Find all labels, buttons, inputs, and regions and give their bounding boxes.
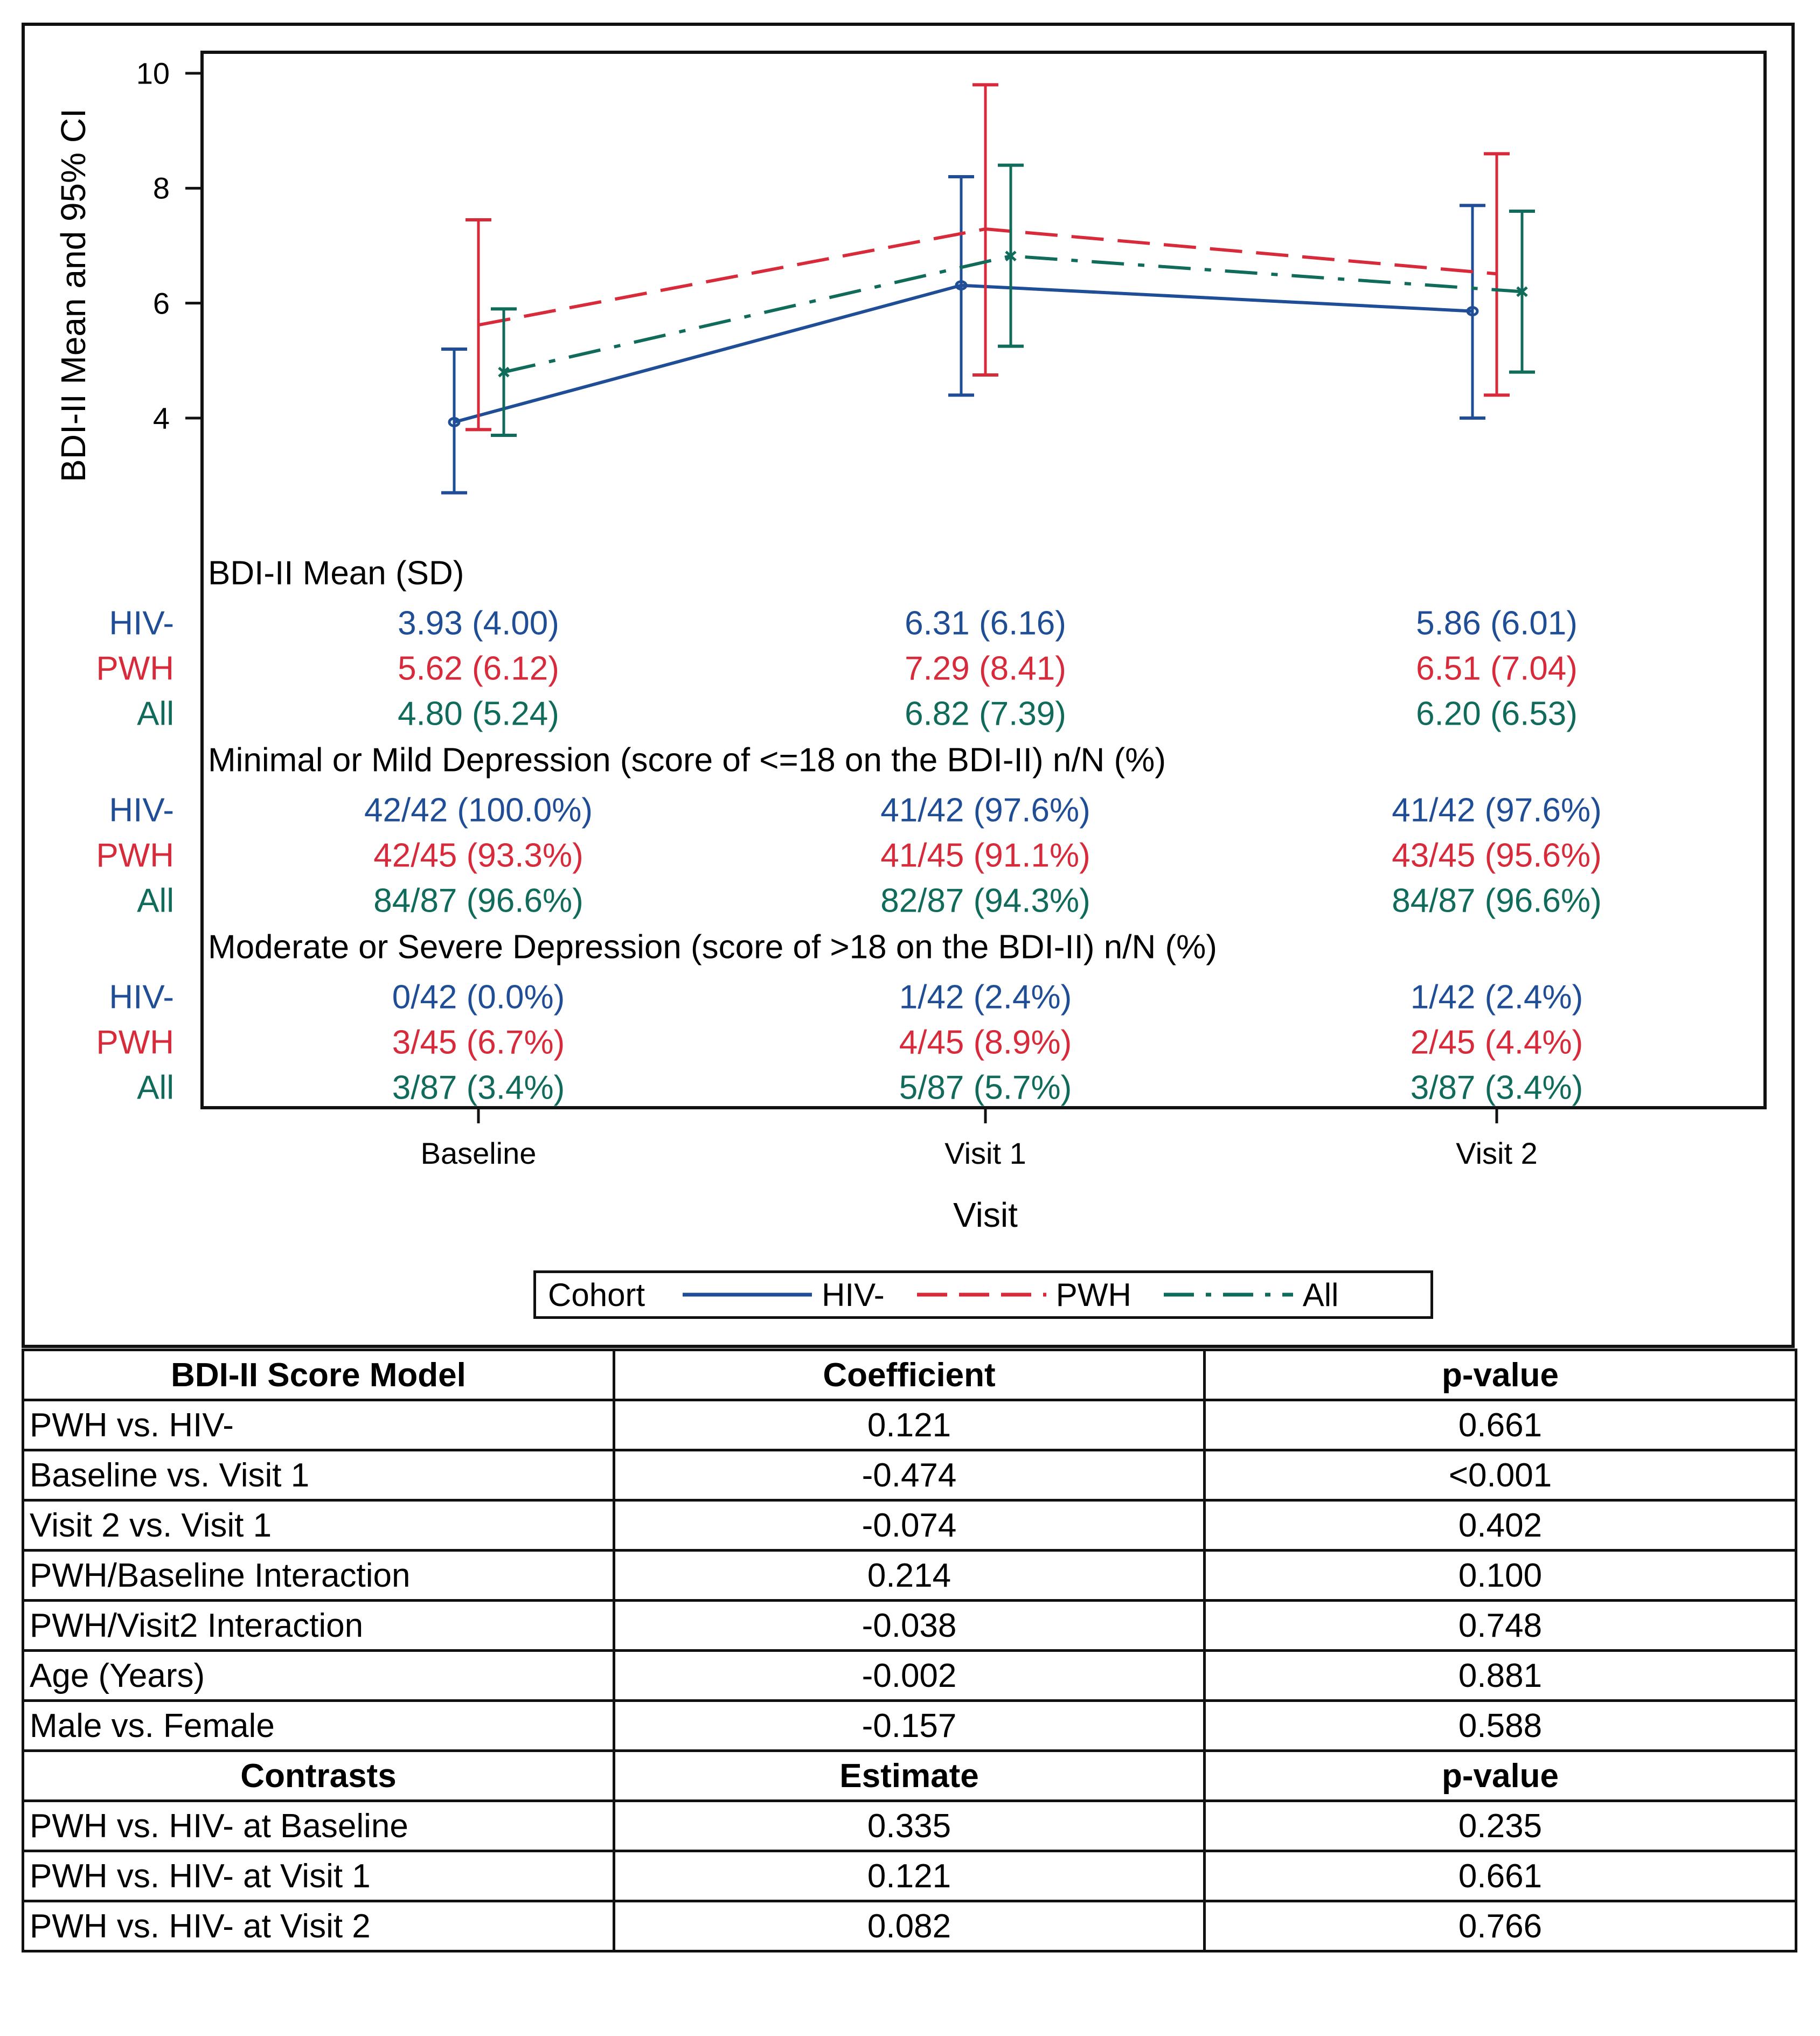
series-line-HIV- <box>454 286 1472 422</box>
inset-cell: 84/87 (96.6%) <box>1392 882 1602 920</box>
table-header-cell: p-value <box>1205 1751 1796 1801</box>
inset-row-label: All <box>137 1069 174 1107</box>
table-cell: Male vs. Female <box>23 1701 614 1751</box>
table-cell: 0.235 <box>1205 1801 1796 1851</box>
inset-section-title: BDI-II Mean (SD) <box>208 554 464 592</box>
x-tick-visit-1: Visit 1 <box>944 1136 1026 1170</box>
inset-cell: 6.20 (6.53) <box>1416 695 1578 733</box>
series-lines <box>441 85 1535 492</box>
y-axis-label: BDI-II Mean and 95% CI <box>54 108 93 482</box>
inset-cell: 41/42 (97.6%) <box>880 791 1090 829</box>
inset-section-title: Minimal or Mild Depression (score of <=18 on the BDI-II) n/N (%) <box>208 741 1166 779</box>
inset-cell: 6.31 (6.16) <box>905 604 1066 642</box>
inset-cell: 3/45 (6.7%) <box>392 1024 565 1061</box>
table-row <box>23 1500 1796 1551</box>
table-cell: 0.661 <box>1205 1851 1796 1901</box>
table-cell: <0.001 <box>1205 1450 1796 1500</box>
inset-row-label: HIV- <box>109 791 174 829</box>
inset-cell: 4.80 (5.24) <box>398 695 559 733</box>
table-cell: 0.766 <box>1205 1901 1796 1951</box>
legend-label: PWH <box>1055 1276 1131 1313</box>
table-cell: PWH/Baseline Interaction <box>23 1551 614 1601</box>
inset-cell: 84/87 (96.6%) <box>373 882 583 920</box>
table-cell: -0.474 <box>614 1450 1205 1500</box>
table-row <box>23 1450 1796 1500</box>
table-cell: PWH/Visit2 Interaction <box>23 1601 614 1651</box>
series-line-PWH <box>478 229 1497 325</box>
inset-cell: 5/87 (5.7%) <box>899 1069 1072 1107</box>
inset-cell: 0/42 (0.0%) <box>392 978 565 1016</box>
table-cell: 0.402 <box>1205 1500 1796 1551</box>
table-cell: PWH vs. HIV- <box>23 1400 614 1450</box>
table-header-cell: Coefficient <box>614 1350 1205 1400</box>
inset-cell: 42/45 (93.3%) <box>373 837 583 874</box>
inset-cell: 42/42 (100.0%) <box>364 791 593 829</box>
table-cell: 0.881 <box>1205 1651 1796 1701</box>
x-axis-ticks <box>478 1108 1497 1123</box>
table-cell: PWH vs. HIV- at Visit 1 <box>23 1851 614 1901</box>
contrast-row <box>23 1801 1796 1851</box>
inset-cell: 2/45 (4.4%) <box>1410 1024 1583 1061</box>
table-cell: 0.100 <box>1205 1551 1796 1601</box>
legend-title: Cohort <box>548 1276 645 1313</box>
table-row <box>23 1551 1796 1601</box>
legend <box>533 1270 1433 1319</box>
table-header-cell: p-value <box>1205 1350 1796 1400</box>
y-tick-label: 6 <box>152 286 170 321</box>
inset-cell: 41/45 (91.1%) <box>880 837 1090 874</box>
x-tick-visit-2: Visit 2 <box>1456 1136 1538 1170</box>
series-line-All <box>504 256 1522 372</box>
table-cell: -0.074 <box>614 1500 1205 1551</box>
legend-label: HIV- <box>822 1276 885 1313</box>
table-header-cell: Estimate <box>614 1751 1205 1801</box>
table-cell: 0.748 <box>1205 1601 1796 1651</box>
y-tick-label: 10 <box>136 56 170 91</box>
x-axis-label: Visit <box>953 1196 1018 1234</box>
inset-row-label: PWH <box>96 837 174 874</box>
inset-cell: 82/87 (94.3%) <box>880 882 1090 920</box>
model-results-table <box>22 1349 1797 1952</box>
inset-row-label: HIV- <box>109 604 174 642</box>
inset-cell: 5.86 (6.01) <box>1416 604 1578 642</box>
table-cell: PWH vs. HIV- at Baseline <box>23 1801 614 1851</box>
inset-row-label: All <box>137 695 174 733</box>
inset-cell: 5.62 (6.12) <box>398 650 559 687</box>
inset-cell: 43/45 (95.6%) <box>1392 837 1602 874</box>
y-axis-ticks <box>185 73 202 418</box>
inset-row-label: All <box>137 882 174 920</box>
table-cell: -0.157 <box>614 1701 1205 1751</box>
inset-cell: 3/87 (3.4%) <box>392 1069 565 1107</box>
inset-row-label: HIV- <box>109 978 174 1016</box>
inset-cell: 4/45 (8.9%) <box>899 1024 1072 1061</box>
inset-row-label: PWH <box>96 650 174 687</box>
table-header-cell: Contrasts <box>23 1751 614 1801</box>
table-cell: 0.661 <box>1205 1400 1796 1450</box>
legend-label: All <box>1302 1276 1339 1313</box>
table-cell: 0.121 <box>614 1851 1205 1901</box>
inset-cell: 3.93 (4.00) <box>398 604 559 642</box>
dash-dot-line-swatch-icon <box>1164 1289 1293 1300</box>
inset-cell: 7.29 (8.41) <box>905 650 1066 687</box>
table-cell: 0.335 <box>614 1801 1205 1851</box>
inset-cell: 3/87 (3.4%) <box>1410 1069 1583 1107</box>
table-cell: Age (Years) <box>23 1651 614 1701</box>
table-row <box>23 1701 1796 1751</box>
y-tick-label: 8 <box>152 171 170 205</box>
table-row <box>23 1400 1796 1450</box>
inset-row-label: PWH <box>96 1024 174 1061</box>
contrast-header-row <box>23 1751 1796 1801</box>
table-row <box>23 1601 1796 1651</box>
table-header-cell: BDI-II Score Model <box>23 1350 614 1400</box>
inset-cell: 6.82 (7.39) <box>905 695 1066 733</box>
table-cell: -0.002 <box>614 1651 1205 1701</box>
inset-cell: 41/42 (97.6%) <box>1392 791 1602 829</box>
x-tick-baseline: Baseline <box>420 1136 537 1170</box>
contrast-row <box>23 1901 1796 1951</box>
table-cell: 0.121 <box>614 1400 1205 1450</box>
y-tick-label: 4 <box>152 401 170 435</box>
table-cell: 0.082 <box>614 1901 1205 1951</box>
solid-line-swatch-icon <box>683 1289 812 1300</box>
inset-cell: 1/42 (2.4%) <box>899 978 1072 1016</box>
inset-section-title: Moderate or Severe Depression (score of >18 on the BDI-II) n/N (%) <box>208 928 1217 966</box>
table-cell: PWH vs. HIV- at Visit 2 <box>23 1901 614 1951</box>
inset-cell: 1/42 (2.4%) <box>1410 978 1583 1016</box>
legend-item-pwh <box>917 1276 1144 1314</box>
legend-item-all <box>1164 1276 1352 1314</box>
table-cell: Visit 2 vs. Visit 1 <box>23 1500 614 1551</box>
table-cell: -0.038 <box>614 1601 1205 1651</box>
legend-item-hiv-neg <box>683 1276 898 1314</box>
dashed-line-swatch-icon <box>917 1289 1046 1300</box>
table-header-row <box>23 1350 1796 1400</box>
table-cell: 0.588 <box>1205 1701 1796 1751</box>
inset-cell: 6.51 (7.04) <box>1416 650 1578 687</box>
contrast-row <box>23 1851 1796 1901</box>
table-row <box>23 1651 1796 1701</box>
table-cell: Baseline vs. Visit 1 <box>23 1450 614 1500</box>
table-cell: 0.214 <box>614 1551 1205 1601</box>
